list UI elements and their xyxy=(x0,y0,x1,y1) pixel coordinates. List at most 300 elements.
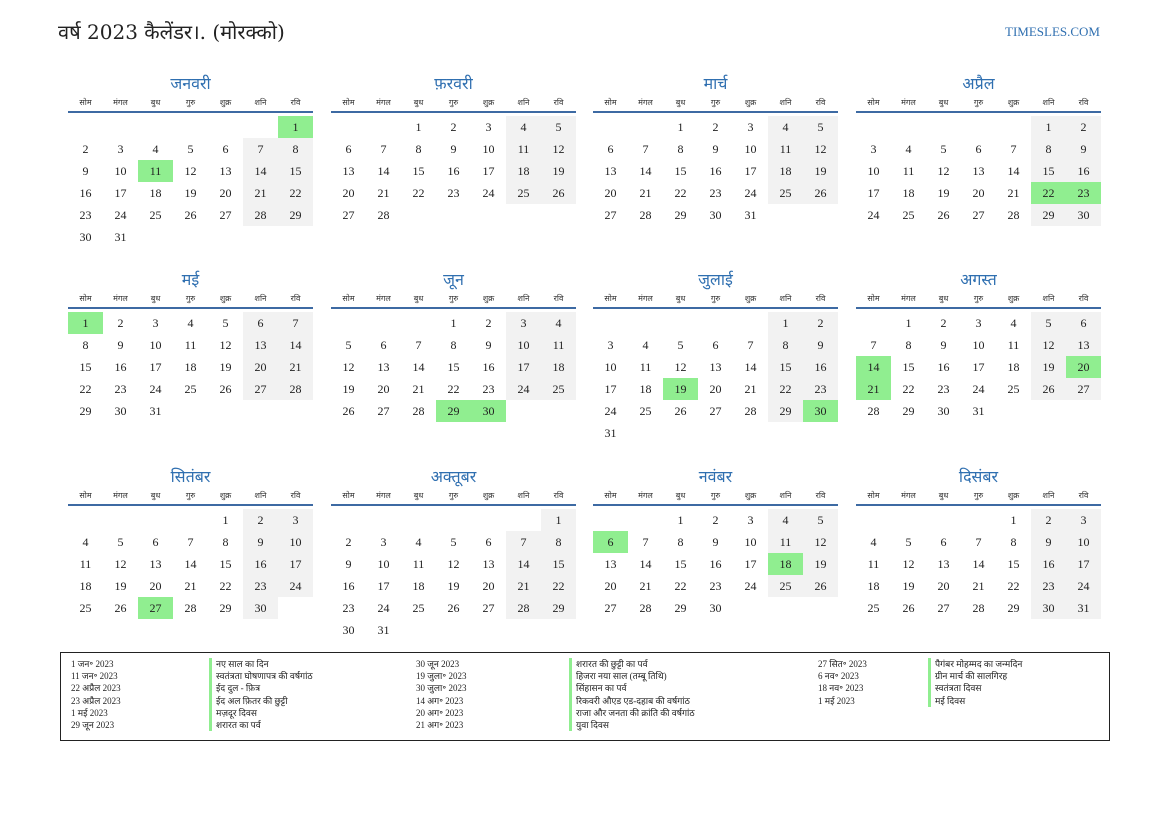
day-cell[interactable]: 29 xyxy=(79,404,92,418)
day-cell[interactable]: 10 xyxy=(149,338,162,352)
day-cell[interactable]: 18 xyxy=(506,160,541,182)
day-cell[interactable]: 28 xyxy=(377,208,390,222)
day-cell[interactable]: 25 xyxy=(902,208,915,222)
day-cell[interactable]: 2 xyxy=(243,509,278,531)
day-cell[interactable]: 16 xyxy=(342,579,355,593)
day-cell[interactable]: 5 xyxy=(117,535,124,549)
day-cell[interactable]: 10 xyxy=(972,338,985,352)
day-cell[interactable]: 29 xyxy=(768,400,803,422)
day-cell[interactable]: 14 xyxy=(972,557,985,571)
day-cell[interactable]: 7 xyxy=(380,142,387,156)
day-cell[interactable]: 23 xyxy=(803,378,838,400)
day-cell[interactable]: 22 xyxy=(902,382,915,396)
day-cell[interactable]: 30 xyxy=(243,597,278,619)
day-cell[interactable]: 9 xyxy=(82,164,89,178)
day-cell[interactable]: 26 xyxy=(447,601,460,615)
day-cell[interactable]: 31 xyxy=(149,404,162,418)
day-cell[interactable]: 21 xyxy=(744,382,757,396)
day-cell[interactable]: 4 xyxy=(82,535,89,549)
day-cell[interactable]: 18 xyxy=(541,356,576,378)
day-cell[interactable]: 20 xyxy=(243,356,278,378)
day-cell[interactable]: 4 xyxy=(642,338,649,352)
day-cell[interactable]: 5 xyxy=(222,316,229,330)
day-cell[interactable]: 17 xyxy=(377,579,390,593)
day-cell[interactable]: 24 xyxy=(972,382,985,396)
day-cell[interactable]: 11 xyxy=(768,531,803,553)
day-cell[interactable]: 29 xyxy=(902,404,915,418)
day-cell[interactable]: 12 xyxy=(803,531,838,553)
day-cell[interactable]: 19 xyxy=(803,553,838,575)
day-cell[interactable]: 22 xyxy=(447,382,460,396)
day-cell[interactable]: 6 xyxy=(243,312,278,334)
day-cell[interactable]: 19 xyxy=(342,382,355,396)
day-cell[interactable]: 21 xyxy=(278,356,313,378)
day-cell[interactable]: 18 xyxy=(768,160,803,182)
day-cell[interactable]: 2 xyxy=(117,316,124,330)
day-cell[interactable]: 31 xyxy=(114,230,127,244)
day-cell[interactable]: 15 xyxy=(1007,557,1020,571)
day-cell[interactable]: 10 xyxy=(744,535,757,549)
day-cell[interactable]: 22 xyxy=(674,186,687,200)
day-cell[interactable]: 20 xyxy=(482,579,495,593)
day-cell[interactable]: 3 xyxy=(117,142,124,156)
day-cell[interactable]: 11 xyxy=(768,138,803,160)
day-cell[interactable]: 8 xyxy=(905,338,912,352)
day-cell[interactable]: 8 xyxy=(450,338,457,352)
day-cell[interactable]: 8 xyxy=(222,535,229,549)
day-cell[interactable]: 12 xyxy=(1031,334,1066,356)
day-cell[interactable]: 9 xyxy=(243,531,278,553)
holiday-day-cell[interactable]: 11 xyxy=(138,160,173,182)
day-cell[interactable]: 18 xyxy=(412,579,425,593)
day-cell[interactable]: 19 xyxy=(937,186,950,200)
day-cell[interactable]: 30 xyxy=(937,404,950,418)
day-cell[interactable]: 27 xyxy=(709,404,722,418)
day-cell[interactable]: 20 xyxy=(604,186,617,200)
day-cell[interactable]: 3 xyxy=(152,316,159,330)
day-cell[interactable]: 9 xyxy=(712,535,719,549)
day-cell[interactable]: 16 xyxy=(114,360,127,374)
day-cell[interactable]: 21 xyxy=(377,186,390,200)
day-cell[interactable]: 2 xyxy=(712,120,719,134)
day-cell[interactable]: 24 xyxy=(604,404,617,418)
day-cell[interactable]: 27 xyxy=(377,404,390,418)
holiday-day-cell[interactable]: 30 xyxy=(471,400,506,422)
day-cell[interactable]: 27 xyxy=(1066,378,1101,400)
day-cell[interactable]: 23 xyxy=(447,186,460,200)
day-cell[interactable]: 8 xyxy=(1010,535,1017,549)
day-cell[interactable]: 12 xyxy=(342,360,355,374)
day-cell[interactable]: 10 xyxy=(744,142,757,156)
day-cell[interactable]: 23 xyxy=(114,382,127,396)
day-cell[interactable]: 4 xyxy=(415,535,422,549)
holiday-day-cell[interactable]: 19 xyxy=(663,378,698,400)
day-cell[interactable]: 12 xyxy=(114,557,127,571)
day-cell[interactable]: 13 xyxy=(709,360,722,374)
day-cell[interactable]: 22 xyxy=(412,186,425,200)
day-cell[interactable]: 13 xyxy=(604,557,617,571)
day-cell[interactable]: 25 xyxy=(506,182,541,204)
day-cell[interactable]: 28 xyxy=(278,378,313,400)
day-cell[interactable]: 29 xyxy=(219,601,232,615)
day-cell[interactable]: 16 xyxy=(709,164,722,178)
day-cell[interactable]: 15 xyxy=(1031,160,1066,182)
day-cell[interactable]: 22 xyxy=(768,378,803,400)
day-cell[interactable]: 23 xyxy=(342,601,355,615)
day-cell[interactable]: 1 xyxy=(768,312,803,334)
day-cell[interactable]: 8 xyxy=(415,142,422,156)
day-cell[interactable]: 19 xyxy=(447,579,460,593)
day-cell[interactable]: 16 xyxy=(709,557,722,571)
day-cell[interactable]: 18 xyxy=(1007,360,1020,374)
day-cell[interactable]: 5 xyxy=(677,338,684,352)
day-cell[interactable]: 6 xyxy=(152,535,159,549)
day-cell[interactable]: 4 xyxy=(905,142,912,156)
day-cell[interactable]: 30 xyxy=(709,601,722,615)
day-cell[interactable]: 26 xyxy=(1031,378,1066,400)
day-cell[interactable]: 4 xyxy=(768,116,803,138)
day-cell[interactable]: 24 xyxy=(744,579,757,593)
day-cell[interactable]: 21 xyxy=(184,579,197,593)
day-cell[interactable]: 13 xyxy=(972,164,985,178)
day-cell[interactable]: 31 xyxy=(377,623,390,637)
day-cell[interactable]: 16 xyxy=(447,164,460,178)
day-cell[interactable]: 24 xyxy=(506,378,541,400)
day-cell[interactable]: 8 xyxy=(677,535,684,549)
day-cell[interactable]: 10 xyxy=(1066,531,1101,553)
day-cell[interactable]: 9 xyxy=(712,142,719,156)
day-cell[interactable]: 11 xyxy=(639,360,652,374)
day-cell[interactable]: 7 xyxy=(870,338,877,352)
day-cell[interactable]: 29 xyxy=(1031,204,1066,226)
day-cell[interactable]: 27 xyxy=(243,378,278,400)
day-cell[interactable]: 20 xyxy=(709,382,722,396)
day-cell[interactable]: 15 xyxy=(278,160,313,182)
day-cell[interactable]: 1 xyxy=(450,316,457,330)
day-cell[interactable]: 3 xyxy=(380,535,387,549)
day-cell[interactable]: 7 xyxy=(975,535,982,549)
holiday-day-cell[interactable]: 1 xyxy=(278,116,313,138)
day-cell[interactable]: 24 xyxy=(377,601,390,615)
day-cell[interactable]: 17 xyxy=(114,186,127,200)
day-cell[interactable]: 7 xyxy=(747,338,754,352)
day-cell[interactable]: 28 xyxy=(243,204,278,226)
day-cell[interactable]: 13 xyxy=(1066,334,1101,356)
day-cell[interactable]: 28 xyxy=(412,404,425,418)
day-cell[interactable]: 26 xyxy=(803,575,838,597)
day-cell[interactable]: 1 xyxy=(415,120,422,134)
day-cell[interactable]: 30 xyxy=(1031,597,1066,619)
day-cell[interactable]: 1 xyxy=(1010,513,1017,527)
day-cell[interactable]: 17 xyxy=(1066,553,1101,575)
day-cell[interactable]: 4 xyxy=(506,116,541,138)
day-cell[interactable]: 9 xyxy=(485,338,492,352)
day-cell[interactable]: 13 xyxy=(219,164,232,178)
day-cell[interactable]: 20 xyxy=(377,382,390,396)
day-cell[interactable]: 29 xyxy=(278,204,313,226)
holiday-day-cell[interactable]: 23 xyxy=(1066,182,1101,204)
day-cell[interactable]: 17 xyxy=(149,360,162,374)
day-cell[interactable]: 25 xyxy=(541,378,576,400)
day-cell[interactable]: 11 xyxy=(867,557,880,571)
holiday-day-cell[interactable]: 22 xyxy=(1031,182,1066,204)
day-cell[interactable]: 24 xyxy=(867,208,880,222)
day-cell[interactable]: 5 xyxy=(1031,312,1066,334)
day-cell[interactable]: 8 xyxy=(278,138,313,160)
day-cell[interactable]: 14 xyxy=(639,557,652,571)
day-cell[interactable]: 1 xyxy=(541,509,576,531)
day-cell[interactable]: 25 xyxy=(79,601,92,615)
day-cell[interactable]: 30 xyxy=(709,208,722,222)
holiday-day-cell[interactable]: 27 xyxy=(138,597,173,619)
holiday-day-cell[interactable]: 30 xyxy=(803,400,838,422)
day-cell[interactable]: 26 xyxy=(114,601,127,615)
holiday-day-cell[interactable]: 20 xyxy=(1066,356,1101,378)
day-cell[interactable]: 23 xyxy=(709,579,722,593)
day-cell[interactable]: 9 xyxy=(345,557,352,571)
day-cell[interactable]: 25 xyxy=(149,208,162,222)
day-cell[interactable]: 31 xyxy=(972,404,985,418)
day-cell[interactable]: 10 xyxy=(114,164,127,178)
day-cell[interactable]: 12 xyxy=(674,360,687,374)
day-cell[interactable]: 6 xyxy=(380,338,387,352)
day-cell[interactable]: 2 xyxy=(345,535,352,549)
day-cell[interactable]: 30 xyxy=(342,623,355,637)
day-cell[interactable]: 13 xyxy=(377,360,390,374)
day-cell[interactable]: 6 xyxy=(940,535,947,549)
day-cell[interactable]: 25 xyxy=(768,575,803,597)
day-cell[interactable]: 16 xyxy=(79,186,92,200)
day-cell[interactable]: 14 xyxy=(184,557,197,571)
day-cell[interactable]: 12 xyxy=(447,557,460,571)
day-cell[interactable]: 27 xyxy=(972,208,985,222)
day-cell[interactable]: 30 xyxy=(114,404,127,418)
day-cell[interactable]: 8 xyxy=(1031,138,1066,160)
day-cell[interactable]: 12 xyxy=(541,138,576,160)
day-cell[interactable]: 12 xyxy=(184,164,197,178)
day-cell[interactable]: 25 xyxy=(412,601,425,615)
day-cell[interactable]: 12 xyxy=(937,164,950,178)
day-cell[interactable]: 19 xyxy=(1031,356,1066,378)
day-cell[interactable]: 29 xyxy=(674,601,687,615)
day-cell[interactable]: 19 xyxy=(541,160,576,182)
day-cell[interactable]: 9 xyxy=(450,142,457,156)
day-cell[interactable]: 3 xyxy=(747,120,754,134)
day-cell[interactable]: 9 xyxy=(1031,531,1066,553)
day-cell[interactable]: 7 xyxy=(642,535,649,549)
day-cell[interactable]: 2 xyxy=(450,120,457,134)
day-cell[interactable]: 5 xyxy=(940,142,947,156)
day-cell[interactable]: 14 xyxy=(278,334,313,356)
site-link[interactable]: TIMESLES.COM xyxy=(1005,24,1100,39)
day-cell[interactable]: 10 xyxy=(377,557,390,571)
day-cell[interactable]: 17 xyxy=(744,164,757,178)
day-cell[interactable]: 5 xyxy=(187,142,194,156)
holiday-day-cell[interactable]: 6 xyxy=(593,531,628,553)
day-cell[interactable]: 24 xyxy=(278,575,313,597)
day-cell[interactable]: 21 xyxy=(243,182,278,204)
day-cell[interactable]: 25 xyxy=(1007,382,1020,396)
day-cell[interactable]: 28 xyxy=(639,601,652,615)
day-cell[interactable]: 26 xyxy=(803,182,838,204)
day-cell[interactable]: 17 xyxy=(867,186,880,200)
day-cell[interactable]: 4 xyxy=(541,312,576,334)
day-cell[interactable]: 9 xyxy=(803,334,838,356)
day-cell[interactable]: 27 xyxy=(604,208,617,222)
day-cell[interactable]: 4 xyxy=(870,535,877,549)
day-cell[interactable]: 20 xyxy=(604,579,617,593)
day-cell[interactable]: 13 xyxy=(149,557,162,571)
day-cell[interactable]: 2 xyxy=(1031,509,1066,531)
day-cell[interactable]: 16 xyxy=(937,360,950,374)
day-cell[interactable]: 11 xyxy=(541,334,576,356)
day-cell[interactable]: 21 xyxy=(1007,186,1020,200)
day-cell[interactable]: 27 xyxy=(342,208,355,222)
day-cell[interactable]: 31 xyxy=(744,208,757,222)
holiday-day-cell[interactable]: 14 xyxy=(856,356,891,378)
day-cell[interactable]: 8 xyxy=(677,142,684,156)
day-cell[interactable]: 26 xyxy=(902,601,915,615)
day-cell[interactable]: 2 xyxy=(485,316,492,330)
day-cell[interactable]: 5 xyxy=(450,535,457,549)
day-cell[interactable]: 15 xyxy=(219,557,232,571)
day-cell[interactable]: 15 xyxy=(541,553,576,575)
day-cell[interactable]: 11 xyxy=(1007,338,1020,352)
day-cell[interactable]: 19 xyxy=(184,186,197,200)
day-cell[interactable]: 30 xyxy=(79,230,92,244)
day-cell[interactable]: 14 xyxy=(744,360,757,374)
day-cell[interactable]: 17 xyxy=(482,164,495,178)
day-cell[interactable]: 23 xyxy=(79,208,92,222)
day-cell[interactable]: 27 xyxy=(482,601,495,615)
day-cell[interactable]: 18 xyxy=(149,186,162,200)
day-cell[interactable]: 6 xyxy=(1066,312,1101,334)
day-cell[interactable]: 8 xyxy=(541,531,576,553)
holiday-day-cell[interactable]: 1 xyxy=(68,312,103,334)
day-cell[interactable]: 9 xyxy=(1066,138,1101,160)
day-cell[interactable]: 15 xyxy=(447,360,460,374)
day-cell[interactable]: 16 xyxy=(1066,160,1101,182)
day-cell[interactable]: 28 xyxy=(867,404,880,418)
day-cell[interactable]: 19 xyxy=(902,579,915,593)
day-cell[interactable]: 6 xyxy=(712,338,719,352)
day-cell[interactable]: 16 xyxy=(1031,553,1066,575)
day-cell[interactable]: 17 xyxy=(278,553,313,575)
day-cell[interactable]: 3 xyxy=(1066,509,1101,531)
day-cell[interactable]: 21 xyxy=(412,382,425,396)
day-cell[interactable]: 22 xyxy=(1007,579,1020,593)
day-cell[interactable]: 2 xyxy=(803,312,838,334)
day-cell[interactable]: 22 xyxy=(79,382,92,396)
day-cell[interactable]: 26 xyxy=(541,182,576,204)
day-cell[interactable]: 25 xyxy=(184,382,197,396)
day-cell[interactable]: 3 xyxy=(747,513,754,527)
day-cell[interactable]: 15 xyxy=(674,557,687,571)
day-cell[interactable]: 1 xyxy=(677,513,684,527)
day-cell[interactable]: 20 xyxy=(219,186,232,200)
day-cell[interactable]: 22 xyxy=(674,579,687,593)
day-cell[interactable]: 7 xyxy=(642,142,649,156)
holiday-day-cell[interactable]: 18 xyxy=(768,553,803,575)
day-cell[interactable]: 10 xyxy=(506,334,541,356)
day-cell[interactable]: 6 xyxy=(222,142,229,156)
day-cell[interactable]: 11 xyxy=(902,164,915,178)
day-cell[interactable]: 4 xyxy=(152,142,159,156)
day-cell[interactable]: 21 xyxy=(639,579,652,593)
day-cell[interactable]: 12 xyxy=(803,138,838,160)
day-cell[interactable]: 14 xyxy=(1007,164,1020,178)
day-cell[interactable]: 5 xyxy=(803,509,838,531)
day-cell[interactable]: 4 xyxy=(1010,316,1017,330)
day-cell[interactable]: 15 xyxy=(902,360,915,374)
day-cell[interactable]: 21 xyxy=(639,186,652,200)
day-cell[interactable]: 23 xyxy=(1031,575,1066,597)
day-cell[interactable]: 23 xyxy=(482,382,495,396)
day-cell[interactable]: 20 xyxy=(342,186,355,200)
day-cell[interactable]: 26 xyxy=(674,404,687,418)
day-cell[interactable]: 10 xyxy=(278,531,313,553)
day-cell[interactable]: 11 xyxy=(184,338,197,352)
day-cell[interactable]: 26 xyxy=(937,208,950,222)
day-cell[interactable]: 6 xyxy=(485,535,492,549)
day-cell[interactable]: 13 xyxy=(604,164,617,178)
holiday-day-cell[interactable]: 29 xyxy=(436,400,471,422)
day-cell[interactable]: 18 xyxy=(902,186,915,200)
day-cell[interactable]: 17 xyxy=(604,382,617,396)
day-cell[interactable]: 5 xyxy=(905,535,912,549)
day-cell[interactable]: 11 xyxy=(412,557,425,571)
day-cell[interactable]: 13 xyxy=(243,334,278,356)
day-cell[interactable]: 1 xyxy=(905,316,912,330)
day-cell[interactable]: 14 xyxy=(506,553,541,575)
day-cell[interactable]: 13 xyxy=(937,557,950,571)
day-cell[interactable]: 21 xyxy=(506,575,541,597)
day-cell[interactable]: 7 xyxy=(1010,142,1017,156)
day-cell[interactable]: 27 xyxy=(219,208,232,222)
day-cell[interactable]: 29 xyxy=(541,597,576,619)
day-cell[interactable]: 27 xyxy=(937,601,950,615)
day-cell[interactable]: 11 xyxy=(79,557,92,571)
day-cell[interactable]: 4 xyxy=(187,316,194,330)
day-cell[interactable]: 20 xyxy=(937,579,950,593)
day-cell[interactable]: 3 xyxy=(485,120,492,134)
day-cell[interactable]: 7 xyxy=(187,535,194,549)
day-cell[interactable]: 23 xyxy=(709,186,722,200)
day-cell[interactable]: 1 xyxy=(1031,116,1066,138)
day-cell[interactable]: 7 xyxy=(243,138,278,160)
day-cell[interactable]: 14 xyxy=(377,164,390,178)
day-cell[interactable]: 3 xyxy=(870,142,877,156)
day-cell[interactable]: 16 xyxy=(482,360,495,374)
day-cell[interactable]: 12 xyxy=(902,557,915,571)
day-cell[interactable]: 2 xyxy=(712,513,719,527)
day-cell[interactable]: 27 xyxy=(604,601,617,615)
day-cell[interactable]: 25 xyxy=(639,404,652,418)
day-cell[interactable]: 17 xyxy=(972,360,985,374)
day-cell[interactable]: 28 xyxy=(744,404,757,418)
day-cell[interactable]: 2 xyxy=(1066,116,1101,138)
day-cell[interactable]: 29 xyxy=(674,208,687,222)
day-cell[interactable]: 7 xyxy=(415,338,422,352)
day-cell[interactable]: 5 xyxy=(803,116,838,138)
day-cell[interactable]: 12 xyxy=(219,338,232,352)
day-cell[interactable]: 25 xyxy=(768,182,803,204)
day-cell[interactable]: 28 xyxy=(1007,208,1020,222)
day-cell[interactable]: 18 xyxy=(184,360,197,374)
day-cell[interactable]: 1 xyxy=(677,120,684,134)
day-cell[interactable]: 20 xyxy=(972,186,985,200)
day-cell[interactable]: 22 xyxy=(219,579,232,593)
